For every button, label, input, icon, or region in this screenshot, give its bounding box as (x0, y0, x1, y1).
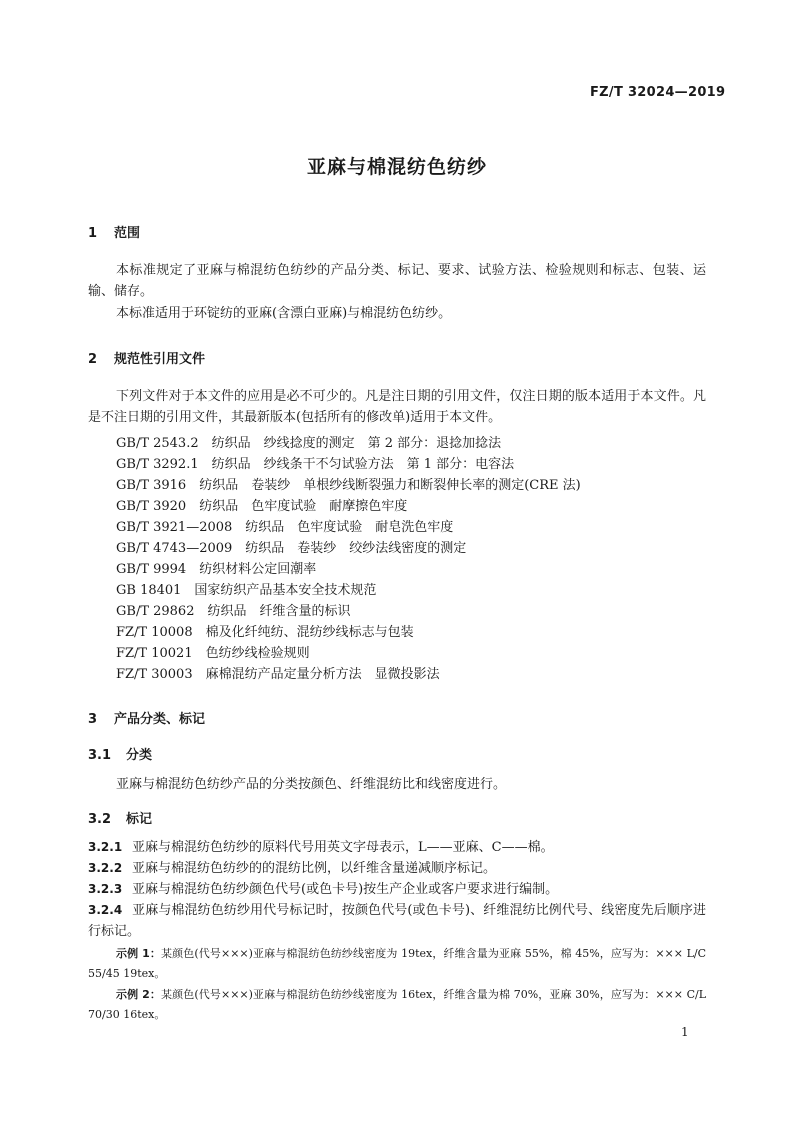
reference-item: GB 18401 国家纺织产品基本安全技术规范 (116, 583, 377, 598)
section-2-heading (88, 348, 205, 367)
reference-item: FZ/T 10021 色纺纱线检验规则 (116, 646, 310, 661)
paragraph: 本标准适用于环锭纺的亚麻(含漂白亚麻)与棉混纺色纺纱。 (116, 306, 452, 321)
page-number: 1 (681, 1025, 689, 1039)
paragraph: 亚麻与棉混纺色纺纱产品的分类按颜色、纤维混纺比和线密度进行。 (116, 777, 507, 792)
reference-item: GB/T 3920 纺织品 色牢度试验 耐摩擦色牢度 (116, 499, 408, 514)
reference-item: GB/T 29862 纺织品 纤维含量的标识 (116, 604, 351, 619)
subsection-number: 3.2 (88, 812, 112, 827)
reference-item: GB/T 2543.2 纺织品 纱线捻度的测定 第 2 部分：退捻加捻法 (116, 436, 502, 451)
section-number: 2 (88, 352, 98, 367)
subsection-title: 标记 (126, 812, 153, 827)
subsection-3-2-heading (88, 808, 152, 827)
clause-text: 亚麻与棉混纺色纺纱的原料代号用英文字母表示，L——亚麻、C——棉。 (132, 840, 554, 855)
section-1-heading (88, 222, 140, 241)
example-1 (88, 944, 706, 984)
section-number: 1 (88, 226, 98, 241)
paragraph: 本标准规定了亚麻与棉混纺色纺纱的产品分类、标记、要求、试验方法、检验规则和标志、包装、运输、储存。 (88, 263, 706, 299)
reference-item: FZ/T 30003 麻棉混纺产品定量分析方法 显微投影法 (116, 667, 440, 682)
clause-number: 3.2.3 (88, 882, 123, 896)
reference-item: GB/T 3916 纺织品 卷装纱 单根纱线断裂强力和断裂伸长率的测定(CRE 法) (116, 478, 581, 493)
clause-item (88, 837, 554, 858)
standard-code: FZ/T 32024—2019 (590, 85, 726, 100)
reference-item: GB/T 3921—2008 纺织品 色牢度试验 耐皂洗色牢度 (116, 520, 454, 535)
section-3-heading (88, 708, 205, 727)
example-label: 示例 2： (116, 988, 162, 1001)
document-title: 亚麻与棉混纺色纺纱 (306, 156, 487, 178)
reference-item: FZ/T 10008 棉及化纤纯纺、混纺纱线标志与包装 (116, 625, 414, 640)
clause-text: 亚麻与棉混纺色纺纱颜色代号(或色卡号)按生产企业或客户要求进行编制。 (132, 882, 559, 897)
section-title: 范围 (114, 226, 141, 241)
clause-number: 3.2.1 (88, 840, 123, 854)
clause-number: 3.2.2 (88, 861, 123, 875)
clause-text: 亚麻与棉混纺色纺纱的的混纺比例，以纤维含量递减顺序标记。 (132, 861, 497, 876)
paragraph: 下列文件对于本文件的应用是必不可少的。凡是注日期的引用文件，仅注日期的版本适用于本文件。凡是不注日期的引用文件，其最新版本(包括所有的修改单)适用于本文件。 (88, 389, 706, 425)
example-text: 某颜色(代号×××)亚麻与棉混纺色纺纱线密度为 19tex，纤维含量为亚麻 55%，棉 45%，应写为：××× L/C 55/45 19tex。 (88, 947, 707, 980)
example-label: 示例 1： (116, 947, 162, 960)
section-number: 3 (88, 712, 98, 727)
clause-text: 亚麻与棉混纺色纺纱用代号标记时，按颜色代号(或色卡号)、纤维混纺比例代号、线密度先后顺序进行标记。 (88, 903, 706, 939)
clause-item (88, 858, 496, 879)
example-text: 某颜色(代号×××)亚麻与棉混纺色纺纱线密度为 16tex，纤维含量为棉 70%，亚麻 30%，应写为：××× C/L 70/30 16tex。 (88, 988, 707, 1021)
clause-number: 3.2.4 (88, 903, 123, 917)
reference-item: GB/T 9994 纺织材料公定回潮率 (116, 562, 317, 577)
reference-item: GB/T 3292.1 纺织品 纱线条干不匀试验方法 第 1 部分：电容法 (116, 457, 515, 472)
reference-item: GB/T 4743—2009 纺织品 卷装纱 绞纱法线密度的测定 (116, 541, 467, 556)
example-2 (88, 985, 706, 1025)
subsection-title: 分类 (126, 748, 153, 763)
subsection-3-1-heading (88, 744, 152, 763)
subsection-number: 3.1 (88, 748, 112, 763)
section-title: 规范性引用文件 (114, 352, 206, 367)
clause-item (88, 900, 706, 942)
section-title: 产品分类、标记 (114, 712, 206, 727)
clause-item (88, 879, 558, 900)
